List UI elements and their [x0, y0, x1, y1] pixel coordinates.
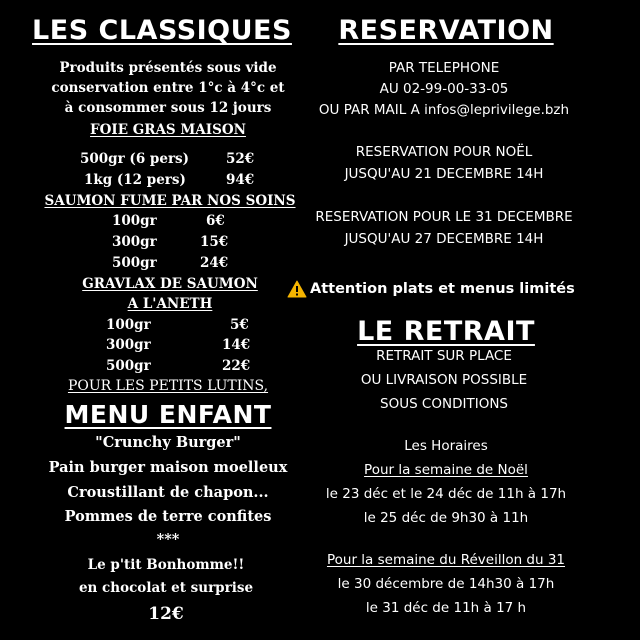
intro-line-3: à consommer sous 12 jours [64, 100, 272, 116]
phone-line-3: OU PAR MAIL A infos@leprivilege.bzh [318, 102, 570, 118]
horaires-reveillon-line-1: le 30 décembre de 14h30 à 17h [337, 576, 555, 592]
saumon-price-3: 24€ [200, 255, 229, 271]
reveillon-line-1: RESERVATION POUR LE 31 DECEMBRE [315, 209, 573, 225]
le-retrait-heading: LE RETRAIT [357, 316, 535, 347]
horaires-noel-line-1: le 23 déc et le 24 déc de 11h à 17h [325, 486, 567, 502]
foie-gras-qty-2: 1kg (12 pers) [84, 172, 186, 188]
gravlax-price-1: 5€ [230, 317, 249, 333]
dessert-line-1: Le p'tit Bonhomme!! [87, 557, 245, 573]
gravlax-title-1: GRAVLAX DE SAUMON [82, 276, 258, 292]
foie-gras-price-2: 94€ [226, 172, 255, 188]
noel-line-2: JUSQU'AU 21 DECEMBRE 14H [344, 166, 544, 182]
dessert-line-2: en chocolat et surprise [78, 580, 254, 596]
horaires-reveillon-title: Pour la semaine du Réveillon du 31 [326, 552, 566, 568]
phone-line-1: PAR TELEPHONE [388, 60, 500, 76]
saumon-price-1: 6€ [206, 213, 225, 229]
gravlax-price-2: 14€ [222, 337, 251, 353]
retrait-line-2: OU LIVRAISON POSSIBLE [360, 372, 528, 388]
menu-enfant-line-3: Croustillant de chapon... [67, 484, 269, 501]
intro-line-2: conservation entre 1°c à 4°c et [51, 80, 285, 96]
menu-enfant-separator: *** [156, 531, 180, 548]
foie-gras-price-1: 52€ [226, 151, 255, 167]
warning-row [287, 280, 575, 298]
menu-enfant-price: 12€ [148, 604, 184, 624]
reveillon-line-2: JUSQU'AU 27 DECEMBRE 14H [344, 231, 544, 247]
gravlax-price-3: 22€ [222, 358, 251, 374]
retrait-line-3: SOUS CONDITIONS [380, 396, 508, 412]
menu-enfant-title: MENU ENFANT [64, 400, 272, 429]
gravlax-qty-3: 500gr [106, 358, 151, 374]
horaires-reveillon-line-2: le 31 déc de 11h à 17 h [365, 600, 527, 616]
horaires-noel-title: Pour la semaine de Noël [364, 462, 528, 478]
reservation-heading: RESERVATION [338, 15, 554, 46]
petits-lutins-subtitle: POUR LES PETITS LUTINS, [67, 378, 269, 394]
menu-enfant-line-1: "Crunchy Burger" [95, 434, 241, 451]
warning-text: Attention plats et menus limités [310, 281, 575, 297]
les-classiques-heading: LES CLASSIQUES [32, 15, 292, 46]
saumon-qty-1: 100gr [112, 213, 157, 229]
intro-line-1: Produits présentés sous vide [59, 60, 277, 76]
horaires-noel-line-2: le 25 déc de 9h30 à 11h [363, 510, 529, 526]
warning-icon [287, 280, 307, 298]
noel-line-1: RESERVATION POUR NOËL [355, 144, 533, 160]
saumon-qty-3: 500gr [112, 255, 157, 271]
saumon-price-2: 15€ [200, 234, 229, 250]
gravlax-qty-2: 300gr [106, 337, 151, 353]
saumon-title: SAUMON FUME PAR NOS SOINS [44, 193, 296, 209]
gravlax-title-2: A L'ANETH [127, 296, 213, 312]
retrait-line-1: RETRAIT SUR PLACE [376, 348, 512, 364]
phone-line-2: AU 02-99-00-33-05 [379, 81, 509, 97]
horaires-title: Les Horaires [404, 438, 488, 454]
foie-gras-title: FOIE GRAS MAISON [90, 122, 246, 138]
saumon-qty-2: 300gr [112, 234, 157, 250]
menu-enfant-line-4: Pommes de terre confites [64, 508, 272, 525]
menu-enfant-line-2: Pain burger maison moelleux [48, 459, 288, 476]
gravlax-qty-1: 100gr [106, 317, 151, 333]
foie-gras-qty-1: 500gr (6 pers) [80, 151, 190, 167]
